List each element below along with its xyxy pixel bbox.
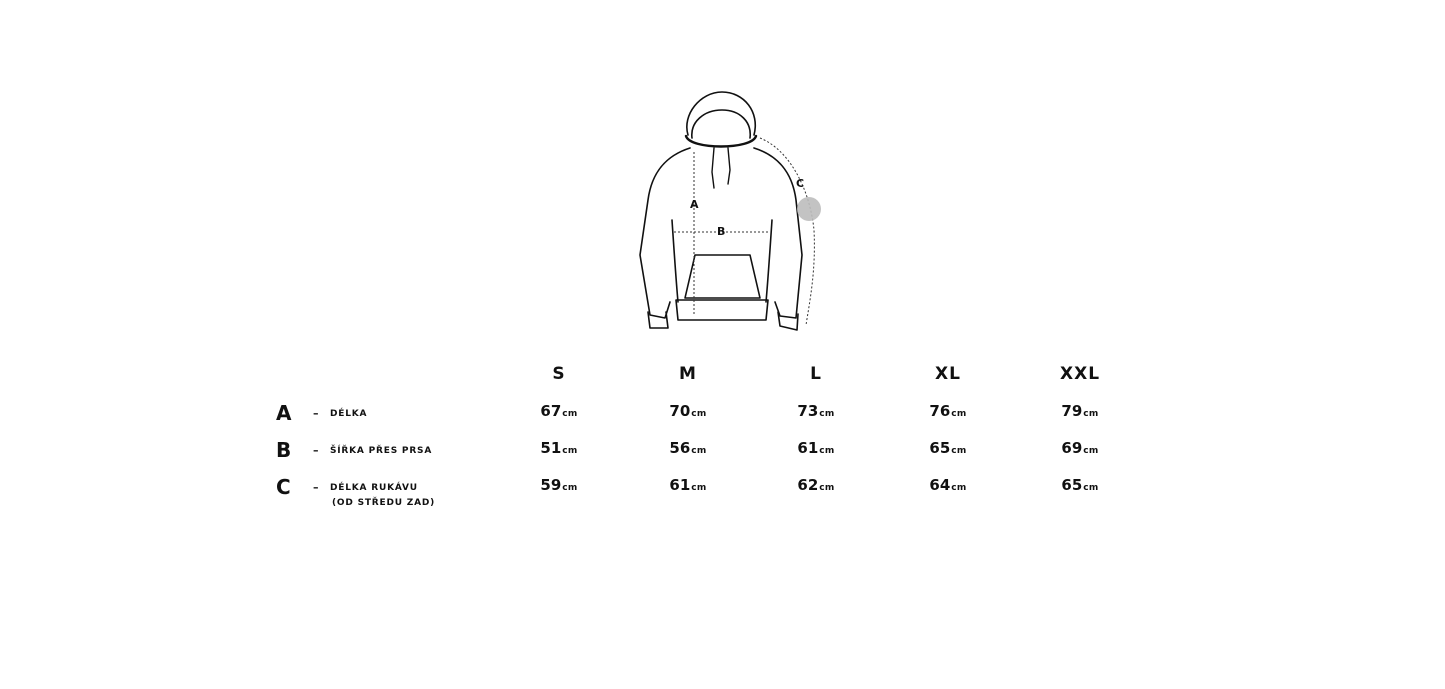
marker-b-label: B bbox=[717, 225, 726, 238]
cell-b-xl: 65cm bbox=[929, 439, 967, 457]
row-b-letter: B bbox=[276, 438, 292, 462]
cell-a-l: 73cm bbox=[797, 402, 835, 420]
row-c-letter: C bbox=[276, 475, 291, 499]
size-header-xl: XL bbox=[935, 364, 961, 384]
cell-c-xxl: 65cm bbox=[1061, 476, 1099, 494]
row-c-label: DÉLKA RUKÁVU bbox=[330, 483, 418, 493]
cell-c-m: 61cm bbox=[669, 476, 707, 494]
size-header-l: L bbox=[810, 364, 822, 384]
cell-a-m: 70cm bbox=[669, 402, 707, 420]
cell-a-xl: 76cm bbox=[929, 402, 967, 420]
row-a-dash: – bbox=[313, 407, 319, 420]
row-c-dash: – bbox=[313, 481, 319, 494]
cell-b-l: 61cm bbox=[797, 439, 835, 457]
size-header-m: M bbox=[679, 364, 697, 384]
cell-c-l: 62cm bbox=[797, 476, 835, 494]
row-c-label-2: (OD STŘEDU ZAD) bbox=[332, 498, 436, 508]
row-b-dash: – bbox=[313, 444, 319, 457]
row-a-letter: A bbox=[276, 401, 292, 425]
cell-a-xxl: 79cm bbox=[1061, 402, 1099, 420]
cell-a-s: 67cm bbox=[540, 402, 578, 420]
cell-c-s: 59cm bbox=[540, 476, 578, 494]
size-header-xxl: XXL bbox=[1059, 364, 1101, 384]
cell-b-s: 51cm bbox=[540, 439, 578, 457]
row-a-label: DÉLKA bbox=[330, 409, 368, 419]
cell-c-xl: 64cm bbox=[929, 476, 967, 494]
marker-c-label: C bbox=[796, 177, 805, 190]
row-b-label: ŠÍŘKA PŘES PRSA bbox=[330, 446, 433, 456]
cell-b-m: 56cm bbox=[669, 439, 707, 457]
size-header-s: S bbox=[552, 364, 566, 384]
cell-b-xxl: 69cm bbox=[1061, 439, 1099, 457]
cursor-dot bbox=[797, 197, 821, 221]
marker-a-label: A bbox=[690, 198, 699, 211]
